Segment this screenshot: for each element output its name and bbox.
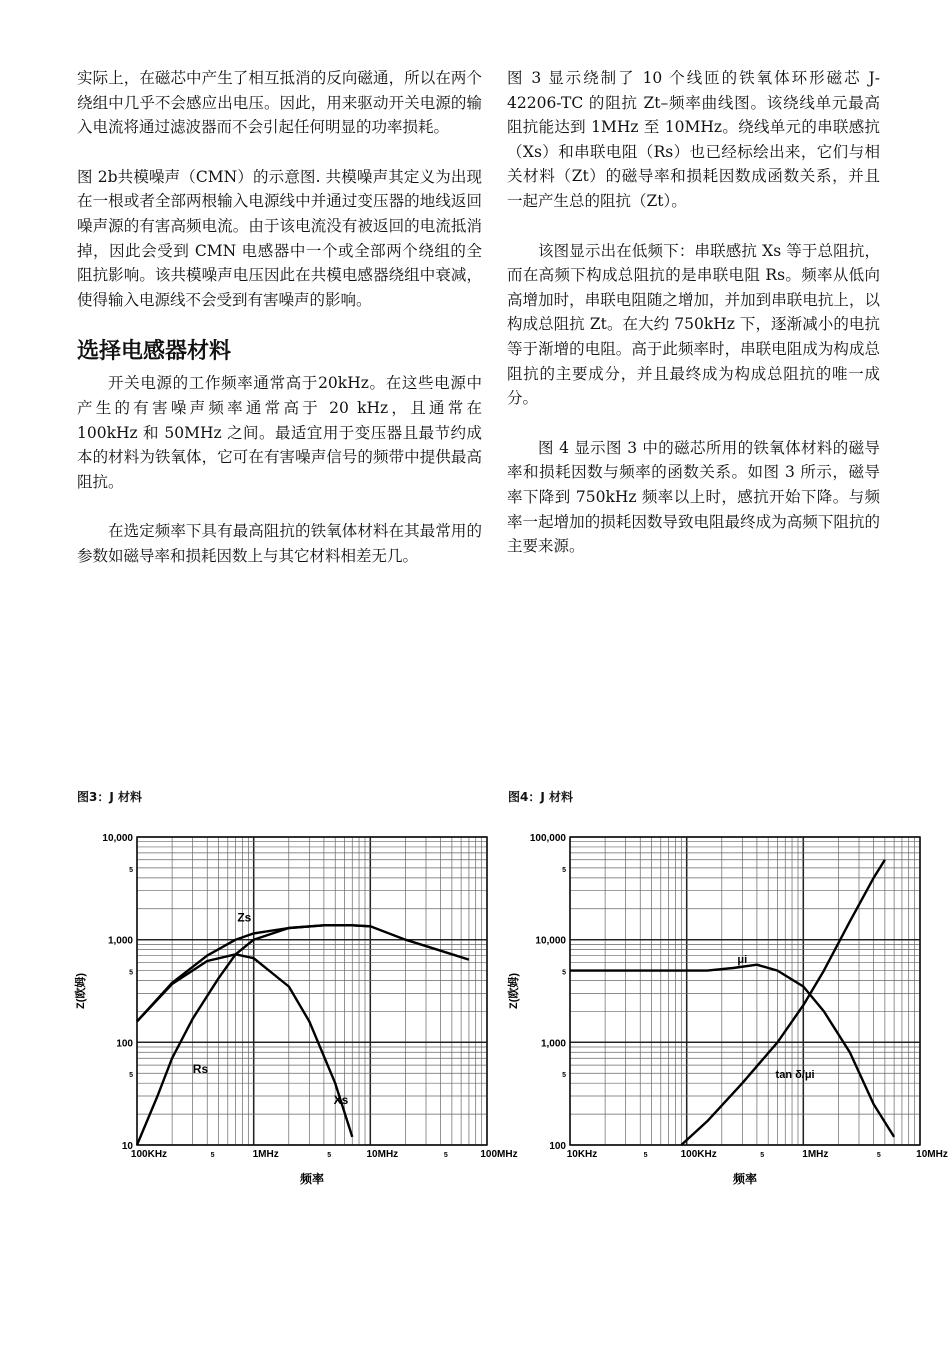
y-tick-label: 5 xyxy=(562,1072,566,1080)
x-tick-label: 1MHz xyxy=(802,1149,829,1160)
x-tick-label: 5 xyxy=(643,1152,648,1159)
x-tick-label: 100KHz xyxy=(130,1149,168,1160)
paragraph: 开关电源的工作频率通常高于20kHz。在这些电源中产生的有害噪声频率通常高于 20 kHz，且通常在 100kHz 和 50MHz 之间。最适宜用于变压器且最节约成本的材料为铁氧体，它可在有害噪声信号的频带中提供最高阻抗。 xyxy=(77,374,482,491)
x-tick-label: 100MHz xyxy=(480,1149,518,1160)
y-tick-label: 5 xyxy=(129,866,133,874)
x-tick-label: 1MHz xyxy=(252,1149,279,1160)
plot-frame xyxy=(570,837,920,1145)
y-tick-label: 100,000 xyxy=(529,833,566,844)
x-tick-label: 100KHz xyxy=(680,1149,717,1160)
figure-3-chart xyxy=(62,825,518,1199)
x-tick-label: 10MHz xyxy=(366,1149,399,1160)
series-label: Xs xyxy=(333,1093,349,1108)
y-tick-label: 5 xyxy=(129,1072,133,1080)
figure-4-svg xyxy=(495,825,948,1195)
series-line-1 xyxy=(681,860,885,1145)
paragraph: 图 3 显示绕制了 10 个线匝的铁氧体环形磁芯 J-42206-TC 的阻抗 Zt–频率曲线图。该绕线单元最高阻抗能达到 1MHz 至 10MHz。绕线单元的串联感抗（Xs）和串联电阻（Rs）也已经标绘出来，它们与相关材料（Zt）的磁导率和损耗因数成函数关系，并且一起产生总的阻抗（Zt）。 xyxy=(507,69,880,210)
figure-3-caption: 图3：J 材料 xyxy=(77,790,142,804)
series-label: Rs xyxy=(192,1062,209,1077)
y-tick-label: 10 xyxy=(121,1141,133,1152)
y-tick-label: 5 xyxy=(562,866,566,874)
grid xyxy=(570,837,920,1145)
plot-frame xyxy=(137,837,487,1145)
paragraph: 图 2b共模噪声（CMN）的示意图. 共模噪声其定义为出现在一根或者全部两根输入电源线中并通过变压器的地线返回噪声源的有害高频电流。由于该电流没有被返回的电流抵消掉，因此会受到 CMN 电感器中一个或全部两个绕组的全阻抗影响。该共模噪声电压因此在共模电感器绕组中衰减，使得输入电源线不会受到有害噪声的影响。 xyxy=(77,167,482,309)
paragraph: 在选定频率下具有最高阻抗的铁氧体材料在其最常用的参数如磁导率和损耗因数上与其它材料相差无几。 xyxy=(77,522,482,565)
figure-3-svg xyxy=(62,825,518,1195)
x-tick-label: 5 xyxy=(760,1152,765,1159)
y-tick-label: 10,000 xyxy=(102,833,133,844)
paragraph: 图 4 显示图 3 中的磁芯所用的铁氧体材料的磁导率和损耗因数与频率的函数关系。如图 3 所示，磁导率下降到 750kHz 频率以上时，感抗开始下降。与频率一起增加的损耗因数导致电阻最终成为高频下阻抗的主要来源。 xyxy=(507,438,880,556)
x-tick-label: 5 xyxy=(210,1152,215,1159)
section-heading: 选择电感器材料 xyxy=(77,339,232,365)
series-label: tan δ/μi xyxy=(775,1068,815,1081)
right-column xyxy=(507,66,880,584)
series-line-0 xyxy=(570,965,894,1137)
y-axis-label: Z(欧姆) xyxy=(75,972,87,1010)
x-axis-label: 频率 xyxy=(732,1172,758,1186)
grid xyxy=(137,837,487,1145)
y-tick-label: 100 xyxy=(549,1141,566,1152)
y-tick-label: 5 xyxy=(562,969,566,977)
series-label: Zs xyxy=(237,910,252,925)
paragraph: 实际上，在磁芯中产生了相互抵消的反向磁通，所以在两个绕组中几乎不会感应出电压。因此，用来驱动开关电源的输入电流将通过滤波器而不会引起任何明显的功率损耗。 xyxy=(77,69,482,137)
figure-4-caption: 图4：J 材料 xyxy=(508,790,573,804)
y-axis-label: Z(欧姆) xyxy=(508,972,520,1010)
x-axis-label: 频率 xyxy=(299,1172,325,1186)
x-tick-label: 5 xyxy=(876,1152,881,1159)
y-tick-label: 1,000 xyxy=(107,935,133,947)
series-line-2 xyxy=(137,954,352,1137)
figure-4-chart xyxy=(495,825,948,1199)
y-tick-label: 5 xyxy=(129,969,133,977)
y-tick-label: 100 xyxy=(116,1038,133,1050)
y-tick-label: 1,000 xyxy=(540,1038,566,1050)
x-tick-label: 10MHz xyxy=(916,1149,948,1160)
x-tick-label: 10KHz xyxy=(566,1149,598,1160)
y-tick-label: 10,000 xyxy=(535,935,566,947)
x-tick-label: 5 xyxy=(327,1152,332,1159)
x-tick-label: 5 xyxy=(443,1152,448,1159)
paragraph: 该图显示出在低频下：串联感抗 Xs 等于总阻抗，而在高频下构成总阻抗的是串联电阻 Rs。频率从低向高增加时，串联电阻随之增加，并加到串联电抗上，以构成总阻抗 Zt。在大约 750kHz 下，逐渐减小的电抗等于渐增的电阻。高于此频率时，串联电阻成为构成总阻抗的主要成分，并且最终成为构成总阻抗的唯一成分。 xyxy=(507,241,880,408)
left-column xyxy=(77,66,482,569)
series-label: μi xyxy=(737,954,748,967)
